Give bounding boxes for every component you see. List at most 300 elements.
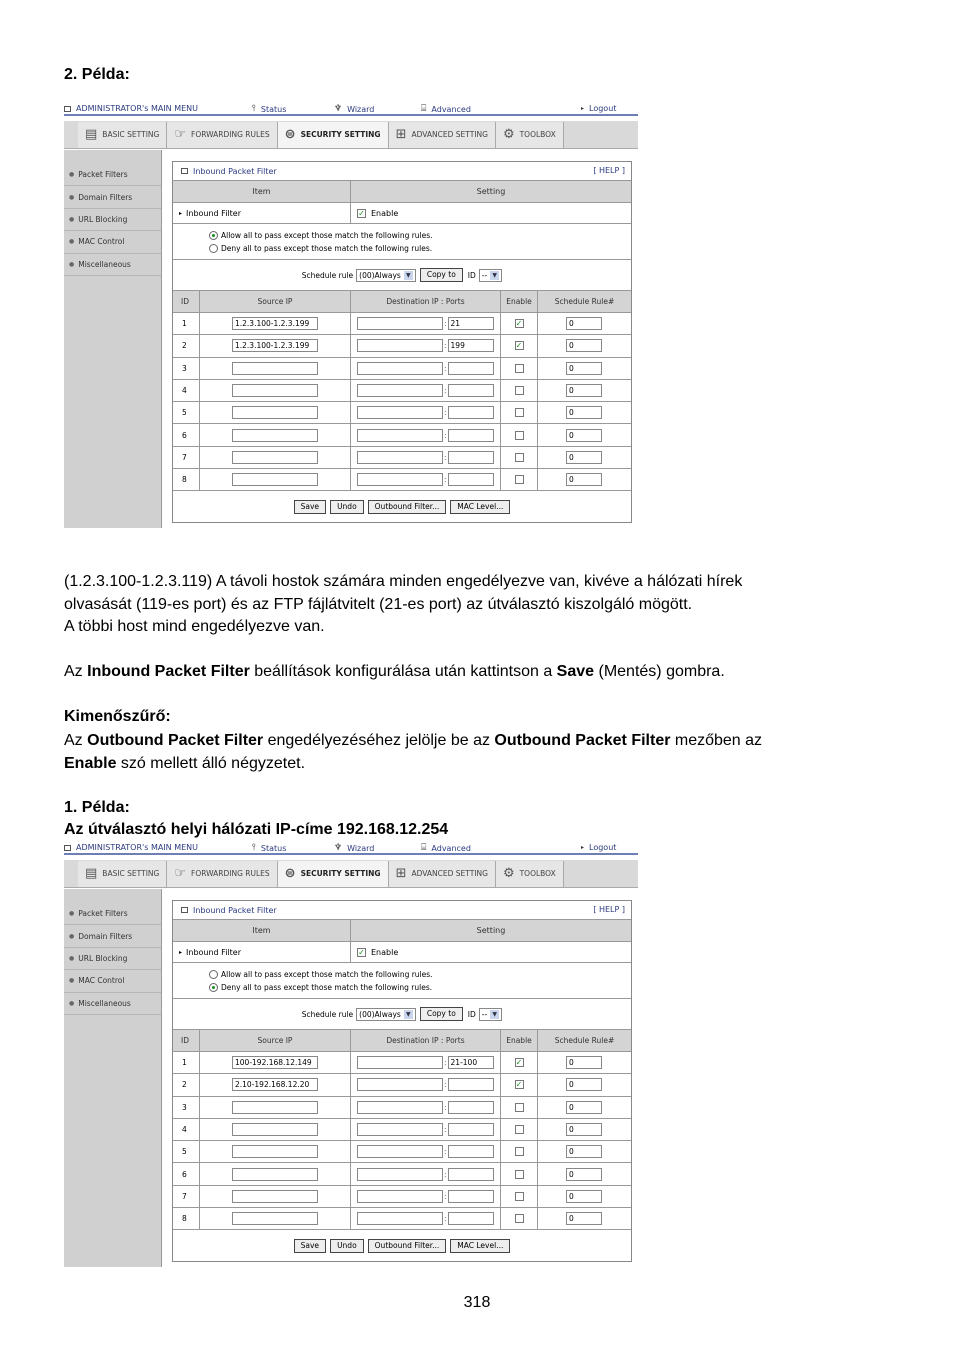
book-icon: ▤ — [85, 127, 98, 142]
source-ip-input[interactable]: 100-192.168.12.149 — [232, 1056, 318, 1069]
inbound-filter-label: Inbound Filter — [186, 208, 241, 218]
table-row: 3 : 0 — [173, 1096, 631, 1118]
logout-link[interactable] — [581, 843, 616, 852]
radio-deny-label: Deny all to pass except those match the following rules. — [221, 243, 433, 253]
security-icon: ⊜ — [284, 866, 296, 881]
destination-ip-input[interactable] — [357, 406, 443, 419]
nav-packet-filters[interactable] — [64, 903, 161, 925]
col-destination-header: Destination IP : Ports — [351, 291, 501, 312]
outbound-heading: Kimenőszűrő: — [64, 708, 171, 725]
main-menu-label: ADMINISTRATOR's MAIN MENU — [76, 104, 198, 113]
row-id: 1 — [173, 1052, 200, 1073]
tab-advanced-setting[interactable] — [389, 122, 496, 148]
port-input[interactable] — [448, 362, 494, 375]
panel-title-label: Inbound Packet Filter — [193, 166, 277, 176]
port-input[interactable]: 21 — [448, 317, 494, 330]
bullet-icon: ● — [69, 193, 75, 201]
destination-ip-input[interactable] — [357, 384, 443, 397]
logout-link[interactable] — [581, 104, 616, 113]
port-input[interactable] — [448, 1168, 494, 1181]
mac-level-button[interactable]: MAC Level... — [450, 500, 510, 514]
port-input[interactable]: 199 — [448, 339, 494, 352]
row-enable-checkbox[interactable] — [515, 431, 524, 440]
p2-text-e: (Mentés) gombra. — [594, 663, 725, 680]
nav-miscellaneous[interactable] — [64, 993, 161, 1015]
schedule-rule-input[interactable]: 0 — [566, 1168, 602, 1181]
schedule-rule-input[interactable]: 0 — [566, 384, 602, 397]
tab-label: SECURITY SETTING — [300, 130, 381, 139]
tab-toolbox[interactable] — [496, 122, 564, 148]
bullet-icon: ● — [69, 910, 75, 918]
status-icon: ⫯ — [252, 104, 256, 114]
table-row: 4 : 0 — [173, 1118, 631, 1140]
page-number: 318 — [463, 1294, 491, 1311]
tab-basic-setting[interactable] — [78, 122, 167, 148]
row-enable-checkbox[interactable] — [515, 1103, 524, 1112]
chevron-down-icon: ▼ — [404, 271, 413, 280]
outbound-filter-button[interactable]: Outbound Filter... — [368, 500, 447, 514]
source-ip-input[interactable] — [232, 384, 318, 397]
p2-text-c: beállítások konfigurálása után kattintson a — [249, 663, 557, 680]
enable-label: Enable — [371, 947, 399, 957]
schedule-rule-input[interactable]: 0 — [566, 339, 602, 352]
row-id: 5 — [173, 402, 200, 423]
schedule-rule-input[interactable]: 0 — [566, 473, 602, 486]
rules-table — [173, 1051, 631, 1229]
advanced-link[interactable] — [421, 104, 471, 114]
logout-label: Logout — [589, 104, 617, 113]
tab-advanced-setting[interactable] — [389, 861, 496, 887]
schedule-row — [173, 259, 631, 290]
destination-ip-input[interactable] — [357, 429, 443, 442]
schedule-select[interactable] — [356, 269, 416, 282]
nav-packet-filters[interactable] — [64, 164, 161, 186]
arrow-right-icon: ▸ — [179, 209, 183, 217]
inbound-filter-panel — [172, 161, 632, 523]
advanced-icon: ⌸ — [421, 843, 427, 853]
row-enable-checkbox[interactable] — [515, 1192, 524, 1201]
row-enable-checkbox[interactable]: ✓ — [515, 341, 523, 351]
router-ui-screenshot-1 — [64, 103, 638, 511]
row-id: 7 — [173, 447, 200, 468]
row-enable-checkbox[interactable] — [515, 453, 524, 462]
col-item-header: Item — [173, 920, 351, 941]
table-row: 1 100-192.168.12.149 : 21-100 ✓ 0 — [173, 1051, 631, 1073]
port-input[interactable] — [448, 473, 494, 486]
paragraph-1-line-3: A többi host mind engedélyezve van. — [64, 618, 325, 635]
row-id: 2 — [173, 335, 200, 356]
row-id: 4 — [173, 380, 200, 401]
status-link[interactable] — [252, 104, 286, 114]
table-row: 7 : 0 — [173, 1185, 631, 1207]
nav-label: Miscellaneous — [78, 998, 131, 1008]
main-menu-link[interactable] — [64, 843, 198, 852]
router-ui-screenshot-2 — [64, 842, 638, 1250]
nav-domain-filters[interactable] — [64, 925, 161, 947]
tab-label: BASIC SETTING — [102, 869, 160, 878]
schedule-row — [173, 998, 631, 1029]
tab-label: TOOLBOX — [519, 869, 556, 878]
table-row: 2 2.10-192.168.12.20 : ✓ 0 — [173, 1073, 631, 1095]
undo-button[interactable]: Undo — [330, 1239, 364, 1253]
status-icon: ⫯ — [252, 843, 256, 853]
source-ip-input[interactable]: 2.10-192.168.12.20 — [232, 1078, 318, 1091]
schedule-rule-input[interactable]: 0 — [566, 1101, 602, 1114]
table-row: 5 : 0 — [173, 1140, 631, 1162]
outbound-filter-button[interactable]: Outbound Filter... — [368, 1239, 447, 1253]
wizard-link[interactable] — [334, 843, 374, 853]
row-enable-checkbox[interactable] — [515, 1147, 524, 1156]
p3-text-c: engedélyezéséhez jelölje be az — [263, 732, 495, 749]
schedule-rule-input[interactable]: 0 — [566, 1056, 602, 1069]
table-row: 8 : 0 — [173, 468, 631, 490]
schedule-rule-input[interactable]: 0 — [566, 1078, 602, 1091]
inbound-filter-row — [173, 941, 631, 962]
bullet-icon: ● — [69, 932, 75, 940]
square-icon — [181, 168, 188, 174]
source-ip-input[interactable] — [232, 451, 318, 464]
tab-label: BASIC SETTING — [102, 130, 160, 139]
row-enable-checkbox[interactable]: ✓ — [515, 1080, 523, 1090]
hand-icon: ☞ — [174, 866, 186, 881]
source-ip-input[interactable] — [232, 1145, 318, 1158]
chevron-down-icon: ▼ — [490, 1010, 499, 1019]
tab-bar — [64, 860, 638, 888]
status-label: Status — [260, 843, 287, 853]
example-1-heading: 1. Példa: — [64, 799, 130, 816]
p3-text-e: mezőben az — [670, 732, 763, 749]
row-enable-checkbox[interactable] — [515, 1170, 524, 1179]
row-enable-checkbox[interactable]: ✓ — [515, 1058, 523, 1068]
nav-label: Miscellaneous — [78, 259, 131, 269]
row-id: 2 — [173, 1074, 200, 1095]
tab-label: TOOLBOX — [519, 130, 556, 139]
chevron-down-icon: ▼ — [404, 1010, 413, 1019]
network-icon: ⊞ — [395, 127, 407, 142]
radio-deny-option[interactable] — [209, 244, 631, 253]
destination-ip-input[interactable] — [357, 1212, 443, 1225]
col-schedule-header: Schedule Rule# — [554, 297, 615, 306]
id-label: ID — [467, 270, 476, 280]
nav-label: MAC Control — [78, 976, 125, 986]
inbound-filter-panel — [172, 900, 632, 1262]
schedule-rule-input[interactable]: 0 — [566, 451, 602, 464]
inbound-filter-row — [173, 202, 631, 223]
col-schedule-header: Schedule Rule# — [554, 1036, 615, 1045]
schedule-rule-input[interactable]: 0 — [566, 1145, 602, 1158]
radio-group — [173, 962, 631, 998]
row-id: 4 — [173, 1119, 200, 1140]
example-1-subheading: Az útválasztó helyi hálózati IP-címe 192.168.12.254 — [64, 821, 449, 838]
square-icon — [64, 845, 71, 851]
tab-toolbox[interactable] — [496, 861, 564, 887]
tab-label: ADVANCED SETTING — [411, 869, 488, 878]
schedule-rule-input[interactable]: 0 — [566, 317, 602, 330]
radio-allow-label: Allow all to pass except those match the following rules. — [221, 969, 433, 979]
row-enable-checkbox[interactable] — [515, 386, 524, 395]
radio-allow[interactable] — [209, 231, 218, 240]
source-ip-input[interactable] — [232, 406, 318, 419]
destination-ip-input[interactable] — [357, 317, 443, 330]
bullet-icon: ● — [69, 260, 75, 268]
id-value: -- — [481, 270, 488, 280]
tab-label: FORWARDING RULES — [191, 869, 270, 878]
item-setting-header — [173, 919, 631, 941]
source-ip-input[interactable] — [232, 473, 318, 486]
port-input[interactable] — [448, 384, 494, 397]
tab-label: FORWARDING RULES — [191, 130, 270, 139]
row-enable-checkbox[interactable] — [515, 1214, 524, 1223]
panel-title — [173, 901, 631, 919]
hand-icon: ☞ — [174, 127, 186, 142]
col-id-header: ID — [173, 1030, 200, 1051]
port-input[interactable] — [448, 1101, 494, 1114]
copy-to-button[interactable]: Copy to — [420, 1007, 463, 1021]
destination-ip-input[interactable] — [357, 1101, 443, 1114]
schedule-rule-input[interactable]: 0 — [566, 429, 602, 442]
port-input[interactable] — [448, 1123, 494, 1136]
destination-ip-input[interactable] — [357, 362, 443, 375]
book-icon: ▤ — [85, 866, 98, 881]
port-input[interactable]: 21-100 — [448, 1056, 494, 1069]
schedule-select[interactable] — [356, 1008, 416, 1021]
toolbox-icon: ⚙ — [502, 127, 515, 142]
logout-label: Logout — [589, 843, 617, 852]
nav-label: Packet Filters — [78, 170, 128, 180]
wizard-icon: ♆ — [334, 843, 343, 853]
table-row: 3 : 0 — [173, 357, 631, 379]
row-id: 5 — [173, 1141, 200, 1162]
main-menu-link[interactable] — [64, 104, 198, 113]
schedule-rule-input[interactable]: 0 — [566, 362, 602, 375]
schedule-rule-input[interactable]: 0 — [566, 1123, 602, 1136]
tab-forwarding-rules[interactable] — [167, 122, 277, 148]
col-id-header: ID — [173, 291, 200, 312]
schedule-rule-input[interactable]: 0 — [566, 1190, 602, 1203]
destination-ip-input[interactable] — [357, 473, 443, 486]
arrow-right-icon: ▸ — [179, 948, 183, 956]
mac-level-button[interactable]: MAC Level... — [450, 1239, 510, 1253]
button-row — [173, 1229, 631, 1261]
source-ip-input[interactable] — [232, 1123, 318, 1136]
security-icon: ⊜ — [284, 127, 296, 142]
row-enable-checkbox[interactable]: ✓ — [515, 319, 523, 329]
row-id: 6 — [173, 1163, 200, 1184]
radio-deny[interactable] — [209, 244, 218, 253]
row-id: 8 — [173, 1208, 200, 1229]
port-input[interactable] — [448, 1078, 494, 1091]
source-ip-input[interactable] — [232, 1190, 318, 1203]
source-ip-input[interactable]: 1.2.3.100-1.2.3.199 — [232, 339, 318, 352]
destination-ip-input[interactable] — [357, 1168, 443, 1181]
status-link[interactable] — [252, 843, 286, 853]
port-input[interactable] — [448, 451, 494, 464]
p3-text-a: Az — [64, 732, 88, 749]
top-menu-bar — [64, 103, 638, 116]
port-input[interactable] — [448, 1190, 494, 1203]
table-row: 2 1.2.3.100-1.2.3.199 : 199 ✓ 0 — [173, 334, 631, 356]
col-source-header: Source IP — [200, 291, 351, 312]
row-enable-checkbox[interactable] — [515, 1125, 524, 1134]
item-setting-header — [173, 180, 631, 202]
wizard-icon: ♆ — [334, 104, 343, 114]
nav-url-blocking[interactable] — [64, 948, 161, 970]
row-id: 3 — [173, 358, 200, 379]
radio-allow[interactable] — [209, 970, 218, 979]
row-enable-checkbox[interactable] — [515, 364, 524, 373]
nav-url-blocking[interactable] — [64, 209, 161, 231]
destination-ip-input[interactable] — [357, 1056, 443, 1069]
save-button[interactable]: Save — [294, 1239, 326, 1253]
p2-bold-inbound: Inbound Packet Filter — [87, 663, 250, 680]
source-ip-input[interactable] — [232, 429, 318, 442]
col-setting-header: Setting — [476, 187, 506, 196]
advanced-label: Advanced — [431, 843, 471, 853]
advanced-label: Advanced — [431, 104, 471, 114]
tab-bar — [64, 121, 638, 149]
radio-allow-option[interactable] — [209, 970, 631, 979]
save-button[interactable]: Save — [294, 500, 326, 514]
radio-allow-option[interactable] — [209, 231, 631, 240]
row-enable-checkbox[interactable] — [515, 475, 524, 484]
destination-ip-input[interactable] — [357, 1123, 443, 1136]
table-row: 6 : 0 — [173, 1162, 631, 1184]
destination-ip-input[interactable] — [357, 1145, 443, 1158]
col-item-header: Item — [173, 181, 351, 202]
schedule-value: (00)Always — [359, 1009, 401, 1019]
undo-button[interactable]: Undo — [330, 500, 364, 514]
destination-ip-input[interactable] — [357, 451, 443, 464]
port-input[interactable] — [448, 429, 494, 442]
paragraph-3 — [64, 730, 884, 775]
radio-deny-label: Deny all to pass except those match the following rules. — [221, 982, 433, 992]
square-icon — [181, 907, 188, 913]
source-ip-input[interactable] — [232, 362, 318, 375]
radio-allow-label: Allow all to pass except those match the following rules. — [221, 230, 433, 240]
bullet-icon: ● — [69, 999, 75, 1007]
enable-label: Enable — [371, 208, 399, 218]
status-label: Status — [260, 104, 287, 114]
tab-basic-setting[interactable] — [78, 861, 167, 887]
row-id: 7 — [173, 1186, 200, 1207]
nav-label: Domain Filters — [78, 931, 133, 941]
bullet-icon: ● — [69, 238, 75, 246]
p3-bold-enable: Enable — [64, 754, 117, 772]
nav-miscellaneous[interactable] — [64, 254, 161, 276]
main-menu-label: ADMINISTRATOR's MAIN MENU — [76, 843, 198, 852]
table-row: 6 : 0 — [173, 423, 631, 445]
schedule-rule-input[interactable]: 0 — [566, 406, 602, 419]
p3-bold-outbound-1: Outbound Packet Filter — [87, 732, 264, 749]
bullet-icon: ● — [69, 171, 75, 179]
nav-mac-control[interactable] — [64, 231, 161, 253]
col-enable-header: Enable — [501, 291, 538, 312]
col-source-header: Source IP — [200, 1030, 351, 1051]
id-select[interactable] — [479, 1008, 502, 1021]
source-ip-input[interactable] — [232, 1101, 318, 1114]
destination-ip-input[interactable] — [357, 339, 443, 352]
button-row — [173, 490, 631, 522]
nav-label: Domain Filters — [78, 192, 133, 202]
row-id: 6 — [173, 424, 200, 445]
left-nav — [64, 889, 162, 1267]
network-icon: ⊞ — [395, 866, 407, 881]
source-ip-input[interactable] — [232, 1168, 318, 1181]
inbound-enable-checkbox[interactable]: ✓ — [358, 947, 365, 957]
row-id: 1 — [173, 313, 200, 334]
radio-deny-option[interactable] — [209, 983, 631, 992]
wizard-link[interactable] — [334, 104, 374, 114]
help-link[interactable]: [ HELP ] — [593, 166, 625, 175]
schedule-label: Schedule rule — [301, 270, 354, 280]
port-input[interactable] — [448, 1145, 494, 1158]
p2-text-a: Az — [64, 663, 88, 680]
wizard-label: Wizard — [347, 843, 375, 853]
col-setting-header: Setting — [476, 926, 506, 935]
table-row: 7 : 0 — [173, 446, 631, 468]
help-link[interactable]: [ HELP ] — [593, 905, 625, 914]
tab-forwarding-rules[interactable] — [167, 861, 277, 887]
wizard-label: Wizard — [347, 104, 375, 114]
port-input[interactable] — [448, 406, 494, 419]
source-ip-input[interactable] — [232, 1212, 318, 1225]
id-select[interactable] — [479, 269, 502, 282]
nav-mac-control[interactable] — [64, 970, 161, 992]
panel-title-label: Inbound Packet Filter — [193, 905, 277, 915]
bullet-icon: ● — [69, 954, 75, 962]
tab-security-setting[interactable] — [278, 122, 389, 148]
example-2-heading: 2. Példa: — [64, 66, 130, 83]
advanced-link[interactable] — [421, 843, 471, 853]
panel-title — [173, 162, 631, 180]
bullet-icon: ● — [69, 215, 75, 223]
p3-bold-outbound-2: Outbound Packet Filter — [494, 732, 671, 749]
advanced-icon: ⌸ — [421, 104, 427, 114]
nav-label: URL Blocking — [78, 953, 128, 963]
destination-ip-input[interactable] — [357, 1190, 443, 1203]
radio-group — [173, 223, 631, 259]
left-nav — [64, 150, 162, 528]
chevron-down-icon: ▼ — [490, 271, 499, 280]
id-label: ID — [467, 1009, 476, 1019]
schedule-rule-input[interactable]: 0 — [566, 1212, 602, 1225]
row-enable-checkbox[interactable] — [515, 408, 524, 417]
inbound-enable-checkbox[interactable]: ✓ — [358, 208, 365, 218]
tab-security-setting[interactable] — [278, 861, 389, 887]
paragraph-1-line-2: olvasását (119-es port) és az FTP fájlátvitelt (21-es port) az útválasztó kiszolgáló mögött. — [64, 595, 693, 613]
square-icon — [64, 106, 71, 112]
schedule-label: Schedule rule — [301, 1009, 354, 1019]
table-row: 1 1.2.3.100-1.2.3.199 : 21 ✓ 0 — [173, 312, 631, 334]
bullet-icon: ● — [69, 977, 75, 985]
nav-label: Packet Filters — [78, 909, 128, 919]
nav-domain-filters[interactable] — [64, 186, 161, 208]
col-destination-header: Destination IP : Ports — [351, 1030, 501, 1051]
paragraph-2 — [64, 661, 884, 684]
port-input[interactable] — [448, 1212, 494, 1225]
arrow-right-icon: ▸ — [581, 844, 585, 851]
table-row: 4 : 0 — [173, 379, 631, 401]
copy-to-button[interactable]: Copy to — [420, 268, 463, 282]
radio-deny[interactable] — [209, 983, 218, 992]
top-menu-bar — [64, 842, 638, 855]
source-ip-input[interactable]: 1.2.3.100-1.2.3.199 — [232, 317, 318, 330]
destination-ip-input[interactable] — [357, 1078, 443, 1091]
rules-table — [173, 312, 631, 490]
inbound-filter-label: Inbound Filter — [186, 947, 241, 957]
tab-label: SECURITY SETTING — [300, 869, 381, 878]
tab-label: ADVANCED SETTING — [411, 130, 488, 139]
